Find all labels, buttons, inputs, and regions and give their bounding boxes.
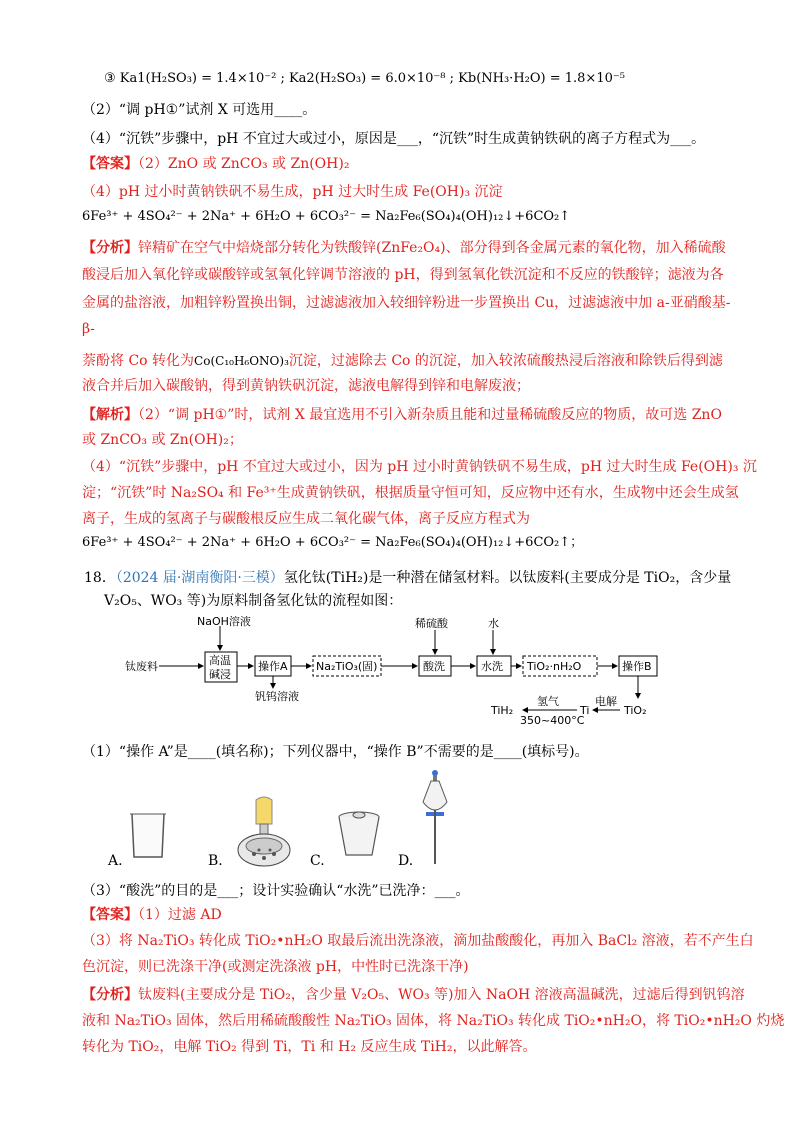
flow-na2tio3: Na₂TiO₃(固) <box>316 660 378 673</box>
answer-tag: 【答案】 <box>82 156 138 172</box>
analysis-line-6: 液合并后加入碳酸钠，得到黄钠铁矾沉淀，滤液电解得到锌和电解废液； <box>82 378 530 394</box>
flow-naoh: NaOH溶液 <box>197 616 251 628</box>
option-b: B. <box>208 853 223 869</box>
alcohol-lamp-icon <box>234 796 294 872</box>
flow-elec: 电解 <box>595 695 617 708</box>
answer-4: （4）pH 过小时黄钠铁矾不易生成，pH 过大时生成 Fe(OH)₃ 沉淀 <box>82 184 503 200</box>
analysis-line-1: 【分析】锌精矿在空气中焙烧部分转化为铁酸锌(ZnFe₂O₄)、部分得到各金属元素的氧化物，加入稀硫酸 <box>82 240 726 256</box>
solution-line-1: 【解析】（2）“调 pH①”时，试剂 X 最宜选用不引入新杂质且能和过量稀硫酸反应的物质，故可选 ZnO <box>82 407 722 423</box>
analysis-tag: 【分析】 <box>82 240 138 256</box>
flow-alk2: 碱浸 <box>209 668 231 681</box>
ionic-equation-1: 6Fe³⁺ + 4SO₄²⁻ + 2Na⁺ + 6H₂O + 6CO₃²⁻ = Na₂Fe₆(SO₄)₄(OH)₁₂↓+6CO₂↑ <box>82 209 571 224</box>
answer-18-tag: 【答案】 <box>82 907 138 923</box>
flow-vw: 钒钨溶液 <box>255 690 299 703</box>
flow-raw: 钛废料 <box>125 660 158 673</box>
option-d: D. <box>398 853 414 869</box>
flow-op-b: 操作B <box>622 660 652 673</box>
answer-line <box>82 153 740 175</box>
option-a: A. <box>108 853 123 869</box>
question-18-3: （3）“酸洗”的目的是___；设计实验确认“水洗”已洗净：___。 <box>82 883 470 899</box>
question-18-1: （1）“操作 A”是____(填名称)；下列仪器中，“操作 B”不需要的是____(填标号)。 <box>82 744 589 760</box>
question-number: 18． <box>84 570 116 586</box>
process-flowchart <box>125 616 665 726</box>
solution-line-2: 或 ZnCO₃ 或 Zn(OH)₂； <box>82 432 243 448</box>
analysis-18-tag: 【分析】 <box>82 987 138 1003</box>
question-18-title: 18．（2024 届·湖南衡阳·三模）氢化钛(TiH₂)是一种潜在储氢材料。以钛废料(主要成分是 TiO₂，含少量 <box>84 570 732 586</box>
separatory-funnel-icon <box>420 768 450 868</box>
analysis-18-line-1: 【分析】钛废料(主要成分是 TiO₂，含少量 V₂O₅、WO₃ 等)加入 NaOH 溶液高温碱洗，过滤后得到钒钨溶 <box>82 987 745 1003</box>
flow-op-a: 操作A <box>258 660 288 673</box>
answer-18-line-2: （3）将 Na₂TiO₃ 转化成 TiO₂•nH₂O 取最后流出洗涤液，滴加盐酸酸化，再加入 BaCl₂ 溶液，若不产生白 <box>82 933 754 949</box>
cobalt-formula: Co(C₁₀H₆ONO)₃ <box>194 354 289 368</box>
solution-line-5: 离子，生成的氢离子与碳酸根反应生成二氧化碳气体，离子反应方程式为 <box>82 511 530 527</box>
flow-water-in: 水 <box>488 617 499 630</box>
question-2: （2）“调 pH①”试剂 X 可选用____。 <box>82 102 317 118</box>
solution-tag: 【解析】 <box>82 407 138 423</box>
flow-alk1: 高温 <box>209 654 231 667</box>
flow-temp: 350~400°C <box>520 714 585 726</box>
option-c: C. <box>310 853 325 869</box>
question-18-intro: V₂O₅、WO₃ 等)为原料制备氢化钛的流程如图： <box>104 593 403 609</box>
flow-acid-in: 稀硫酸 <box>415 617 448 630</box>
constants-line: ③ Ka1(H₂SO₃) = 1.4×10⁻² ; Ka2(H₂SO₃) = 6.0×10⁻⁸ ; Kb(NH₃·H₂O) = 1.8×10⁻⁵ <box>104 71 625 86</box>
solution-line-3: （4）“沉铁”步骤中，pH 不宜过大或过小，因为 pH 过小时黄钠铁矾不易生成，pH 过大时生成 Fe(OH)₃ 沉 <box>82 459 757 475</box>
analysis-line-2: 酸浸后加入氧化锌或碳酸锌或氢氧化锌调节溶液的 pH，得到氢氧化铁沉淀和不反应的铁酸锌；滤液为各 <box>82 267 724 283</box>
question-source: （2024 届·湖南衡阳·三模） <box>115 570 284 586</box>
ionic-equation-2: 6Fe³⁺ + 4SO₄²⁻ + 2Na⁺ + 6H₂O + 6CO₃²⁻ = Na₂Fe₆(SO₄)₄(OH)₁₂↓+6CO₂↑； <box>82 535 584 550</box>
flow-tio2: TiO₂ <box>624 704 647 717</box>
answer-18-line-3: 色沉淀，则已洗涤干净(或测定洗涤液 pH，中性时已洗涤干净) <box>82 959 469 975</box>
analysis-line-3: 金属的盐溶液，加粗锌粉置换出铜，过滤滤液加入较细锌粉进一步置换出 Cu，过滤滤液中加 a-亚硝酸基- <box>82 295 731 311</box>
flow-tih2: TiH₂ <box>491 704 514 717</box>
flow-h2: 氢气 <box>537 695 559 708</box>
question-4: （4）“沉铁”步骤中，pH 不宜过大或过小，原因是___，“沉铁”时生成黄钠铁矾的离子方程式为___。 <box>82 131 706 147</box>
flow-acid: 酸洗 <box>423 660 445 673</box>
answer-18-line-1: 【答案】（1）过滤 AD <box>82 907 222 923</box>
analysis-line-4: β- <box>82 321 95 337</box>
answer-2: （2）ZnO 或 ZnCO₃ 或 Zn(OH)₂ <box>138 156 350 172</box>
flow-wash: 水洗 <box>481 660 503 673</box>
flow-ti: Ti <box>580 704 590 717</box>
analysis-line-5: 萘酚将 Co 转化为Co(C₁₀H₆ONO)₃沉淀，过滤除去 Co 的沉淀，加入较浓硫酸热浸后溶液和除铁后得到滤 <box>82 353 723 369</box>
analysis-18-line-2: 液和 Na₂TiO₃ 固体，然后用稀硫酸酸性 Na₂TiO₃ 固体，将 Na₂TiO₃ 转化成 TiO₂•nH₂O，将 TiO₂•nH₂O 灼烧 <box>82 1013 785 1029</box>
flow-tio2n: TiO₂·nH₂O <box>527 660 582 673</box>
crucible-icon <box>336 796 382 872</box>
solution-line-4: 淀；“沉铁”时 Na₂SO₄ 和 Fe³⁺生成黄钠铁矾，根据质量守恒可知，反应物中还有水，生成物中还会生成氢 <box>82 485 739 501</box>
beaker-icon <box>128 796 168 872</box>
analysis-18-line-3: 转化为 TiO₂，电解 TiO₂ 得到 Ti，Ti 和 H₂ 反应生成 TiH₂，以此解答。 <box>82 1039 537 1055</box>
